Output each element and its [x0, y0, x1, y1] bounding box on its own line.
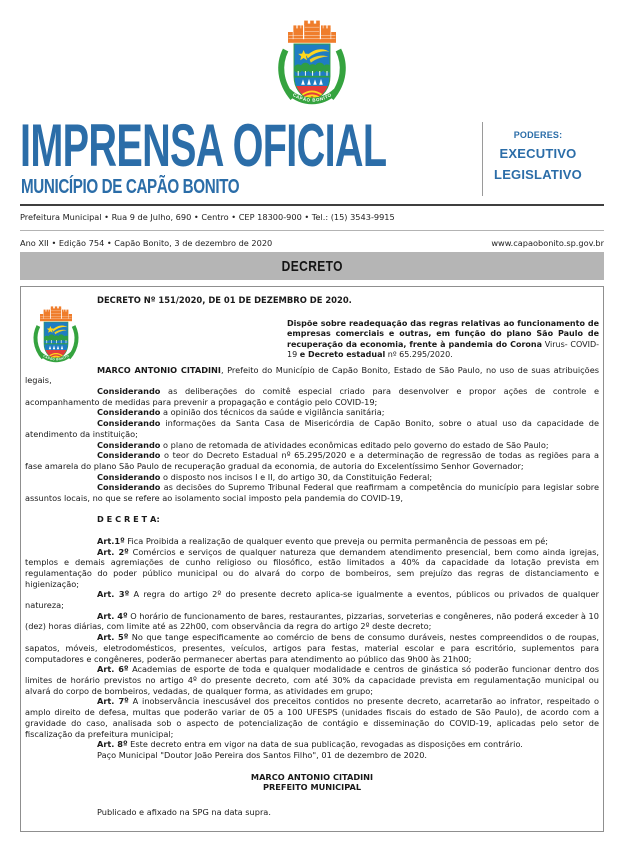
- considerando-6: Considerando o disposto nos incisos I e II, do artigo 30, da Constituição Federal;: [97, 471, 433, 482]
- art-4: Art. 4º O horário de funcionamento de bares, restaurantes, pizzarias, sorveterias e congêneres, não poderá exceder à 10 (dez) horas diárias, com limite até as 22h00, com observância da regra do artigo 2º deste decreto;: [25, 610, 599, 632]
- art-5: Art. 5º No que tange especificamente ao comércio de bens de consumo duráveis, nestes compreendidos o de roupas, sapatos, móveis, eletrodomésticos, presentes, veículos, artigos para festas, material escolar e para escritório, suplementos para computadores e congêneres, poderão permanecer abertas para atendimento ao público das 9h00 às 21h00;: [25, 632, 599, 664]
- section-banner: [20, 252, 604, 280]
- address-line: Prefeitura Municipal • Rua 9 de Julho, 690 • Centro • CEP 18300-900 • Tel.: (15) 3543-9915: [20, 212, 395, 222]
- decree-title: DECRETO Nº 151/2020, DE 01 DE DEZEMBRO DE 2020.: [97, 295, 352, 305]
- ementa: Dispõe sobre readequação das regras relativas ao funcionamento de empresas comerciais e outras, em função do plano São Paulo de recuperação da economia, frente à pandemia do Corona Virus- COVID-19 e Decreto estadual nº 65.295/2020.: [287, 319, 600, 360]
- art-2: Art. 2º Comércios e serviços de qualquer natureza que demandem atendimento presencial, bem como ainda igrejas, templos e demais agremiações de cunho religioso ou filosófico, estão limitados a 40% da capacidade da lotação prevista em regulamentação do poder público municipal ou do alvará do corpo de bombeiros, sem prejuízo das regras de distanciamento e higienização;: [25, 546, 599, 589]
- header-divider: [482, 122, 483, 196]
- art-3: Art. 3º A regra do artigo 2º do presente decreto aplica-se igualmente a eventos, públicos ou privados de qualquer natureza;: [25, 589, 599, 611]
- section-banner-label: DECRETO: [281, 258, 343, 275]
- art-8: Art. 8º Este decreto entra em vigor na data de sua publicação, revogadas as disposições em contrário.: [97, 739, 523, 750]
- edition-line: Ano XII • Edição 754 • Capão Bonito, 3 de dezembro de 2020: [20, 238, 273, 248]
- info-rule: [20, 230, 604, 231]
- considerando-3: Considerando informações da Santa Casa de Misericórdia de Capão Bonito, sobre o atual uso da capacidade de atendimento da instituição;: [25, 418, 599, 439]
- powers-block: [487, 130, 589, 182]
- document-paragraphs: [25, 319, 599, 761]
- municipal-coat-of-arms-small: [32, 306, 80, 370]
- decree-document: [20, 286, 604, 832]
- masthead-subtitle: MUNICÍPIO DE CAPÃO BONITO: [21, 176, 240, 198]
- art-7: Art. 7º A inobservância inescusável dos preceitos contidos no presente decreto, acarretarão ao infrator, respeitado o amplo direito de defesa, multas que poderão variar de 05 a 100 UFESPS (unidades fiscais do estado de São Paulo), de acordo com a gravidade do caso, analisada sob o aspecto de potencialização de contágio e disseminação do COVID-19, aplicadas pelo setor de fiscalização da prefeitura municipal;: [25, 696, 599, 739]
- header-rule: [20, 204, 604, 206]
- signature-name: MARCO ANTONIO CITADINI: [250, 771, 374, 782]
- considerando-4: Considerando o plano de retomada de atividades econômicas editado pelo governo do estado de São Paulo;: [97, 439, 549, 450]
- municipal-coat-of-arms: [276, 20, 348, 116]
- considerando-2: Considerando a opinião dos técnicos da saúde e vigilância sanitária;: [97, 407, 385, 418]
- powers-label: PODERES:: [513, 130, 563, 140]
- website-text: www.capaobonito.sp.gov.br: [491, 238, 604, 248]
- art-6: Art. 6º Academias de esporte de toda e qualquer modalidade e centros de ginástica só poderão funcionar dentro dos limites de horário previstos no artigo 4º do presente decreto, com até 30% da capacidade prevista em regulamentação municipal ou alvará do corpo de bombeiros, vedadas, de qualquer forma, as atividades em grupo;: [25, 664, 599, 696]
- power-executivo: EXECUTIVO: [499, 146, 577, 161]
- decreta: D E C R E T A:: [97, 514, 160, 525]
- signature-role: PREFEITO MUNICIPAL: [262, 782, 362, 793]
- preamble: MARCO ANTONIO CITADINI, Prefeito do Município de Capão Bonito, Estado de São Paulo, no uso de suas atribuições legais,: [25, 364, 599, 386]
- paragraph: [25, 525, 599, 536]
- art-1: Art.1º Fica Proibida a realização de qualquer evento que preveja ou permita permanência de pessoas em pé;: [97, 535, 549, 546]
- power-legislativo: LEGISLATIVO: [494, 167, 582, 182]
- considerando-7: Considerando as decisões do Supremo Tribunal Federal que reafirmam a competência do município para legislar sobre assuntos locais, no que se refere ao isolamento social imposto pela pandemia do COVID-19,: [25, 482, 599, 504]
- paragraph: [25, 504, 599, 515]
- signature-block: [25, 772, 599, 793]
- edition-row: [20, 238, 604, 248]
- considerando-1: Considerando as deliberações do comitê especial criado para desenvolver e propor ações de controle e acompanhamento de medidas para prevenir a propagação e contágio pelo COVID-19;: [25, 386, 599, 407]
- publication-note: Publicado e afixado na SPG na data supra.: [97, 807, 271, 818]
- considerando-5: Considerando o teor do Decreto Estadual nº 65.295/2020 e a determinação de regressão de todas as regiões para a fase amarela do plano São Paulo de recuperação gradual da economia, de autoria do Excelentíssimo Senhor Governador;: [25, 450, 599, 471]
- local-e-data: Paço Municipal "Doutor João Pereira dos Santos Filho", 01 de dezembro de 2020.: [97, 749, 428, 760]
- masthead-title: IMPRENSA OFICIAL: [20, 112, 387, 179]
